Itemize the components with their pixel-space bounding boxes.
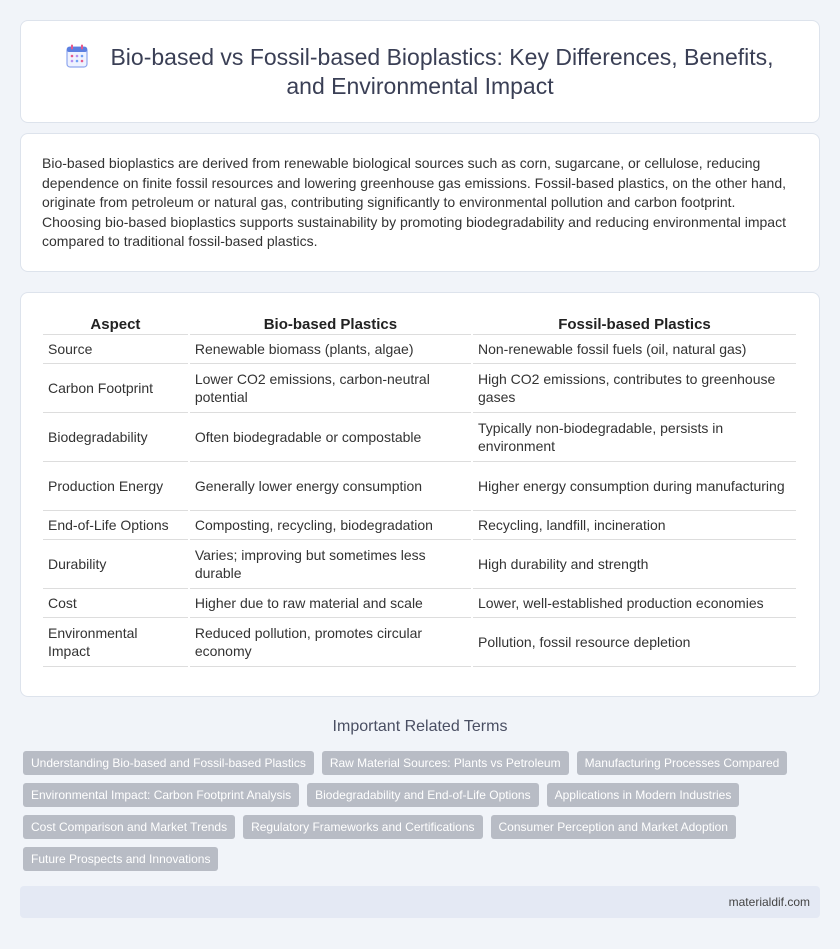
table-header-row bbox=[43, 311, 796, 335]
comparison-table bbox=[41, 311, 798, 667]
table-row bbox=[43, 618, 796, 667]
related-terms-heading: Important Related Terms bbox=[332, 718, 508, 735]
related-terms-list bbox=[23, 751, 823, 879]
table-row bbox=[43, 462, 796, 511]
related-term-tag[interactable]: Raw Material Sources: Plants vs Petroleum bbox=[322, 751, 569, 775]
table-cell: High durability and strength bbox=[473, 540, 796, 589]
table-cell: Composting, recycling, biodegradation bbox=[190, 511, 471, 540]
column-header-fossil: Fossil-based Plastics bbox=[473, 311, 796, 335]
related-term-tag[interactable]: Applications in Modern Industries bbox=[547, 783, 740, 807]
table-cell: Source bbox=[43, 335, 188, 364]
table-cell: End-of-Life Options bbox=[43, 511, 188, 540]
table-cell: Pollution, fossil resource depletion bbox=[473, 618, 796, 667]
related-term-tag[interactable]: Manufacturing Processes Compared bbox=[577, 751, 788, 775]
table-cell: Biodegradability bbox=[43, 413, 188, 462]
column-header-aspect: Aspect bbox=[43, 311, 188, 335]
page-title bbox=[60, 43, 780, 101]
table-cell: Non-renewable fossil fuels (oil, natural gas) bbox=[473, 335, 796, 364]
table-cell: Often biodegradable or compostable bbox=[190, 413, 471, 462]
table-row bbox=[43, 364, 796, 413]
table-cell: Cost bbox=[43, 589, 188, 618]
table-cell: Higher due to raw material and scale bbox=[190, 589, 471, 618]
intro-paragraph: Bio-based bioplastics are derived from renewable biological sources such as corn, sugarcane, or cellulose, reducing dependence on finite fossil resources and lowering greenhouse gas emissions. Fossil-based plastics, on the other hand, originate from petroleum or natural gas, contributing significantly to environmental pollution and carbon footprint. Choosing bio-based bioplastics supports sustainability by promoting biodegradability and reducing environmental impact compared to traditional fossil-based plastics. bbox=[42, 155, 786, 250]
table-cell: Varies; improving but sometimes less durable bbox=[190, 540, 471, 589]
table-row bbox=[43, 413, 796, 462]
title-card bbox=[20, 20, 820, 123]
table-cell: Durability bbox=[43, 540, 188, 589]
table-cell: Reduced pollution, promotes circular economy bbox=[190, 618, 471, 667]
table-cell: Generally lower energy consumption bbox=[190, 462, 471, 511]
table-cell: Lower, well-established production economies bbox=[473, 589, 796, 618]
related-term-tag[interactable]: Consumer Perception and Market Adoption bbox=[491, 815, 736, 839]
intro-card bbox=[20, 133, 820, 272]
page-title-text: Bio-based vs Fossil-based Bioplastics: Key Differences, Benefits, and Environmental Impact bbox=[110, 43, 774, 99]
table-cell: Typically non-biodegradable, persists in environment bbox=[473, 413, 796, 462]
table-row bbox=[43, 589, 796, 618]
table-row bbox=[43, 511, 796, 540]
footer-site-link[interactable]: materialdif.com bbox=[728, 895, 810, 909]
footer-bar bbox=[20, 886, 820, 918]
table-cell: Production Energy bbox=[43, 462, 188, 511]
related-term-tag[interactable]: Regulatory Frameworks and Certifications bbox=[243, 815, 482, 839]
table-cell: Lower CO2 emissions, carbon-neutral potential bbox=[190, 364, 471, 413]
related-term-tag[interactable]: Environmental Impact: Carbon Footprint Analysis bbox=[23, 783, 299, 807]
table-cell: Higher energy consumption during manufacturing bbox=[473, 462, 796, 511]
table-row bbox=[43, 335, 796, 364]
related-term-tag[interactable]: Cost Comparison and Market Trends bbox=[23, 815, 235, 839]
related-term-tag[interactable]: Future Prospects and Innovations bbox=[23, 847, 218, 871]
related-term-tag[interactable]: Biodegradability and End-of-Life Options bbox=[307, 783, 538, 807]
table-cell: High CO2 emissions, contributes to greenhouse gases bbox=[473, 364, 796, 413]
comparison-card bbox=[20, 292, 820, 697]
table-row bbox=[43, 540, 796, 589]
table-cell: Recycling, landfill, incineration bbox=[473, 511, 796, 540]
table-cell: Renewable biomass (plants, algae) bbox=[190, 335, 471, 364]
related-term-tag[interactable]: Understanding Bio-based and Fossil-based Plastics bbox=[23, 751, 314, 775]
column-header-bio: Bio-based Plastics bbox=[190, 311, 471, 335]
table-cell: Environmental Impact bbox=[43, 618, 188, 667]
calendar-grid-icon bbox=[66, 44, 88, 68]
table-cell: Carbon Footprint bbox=[43, 364, 188, 413]
